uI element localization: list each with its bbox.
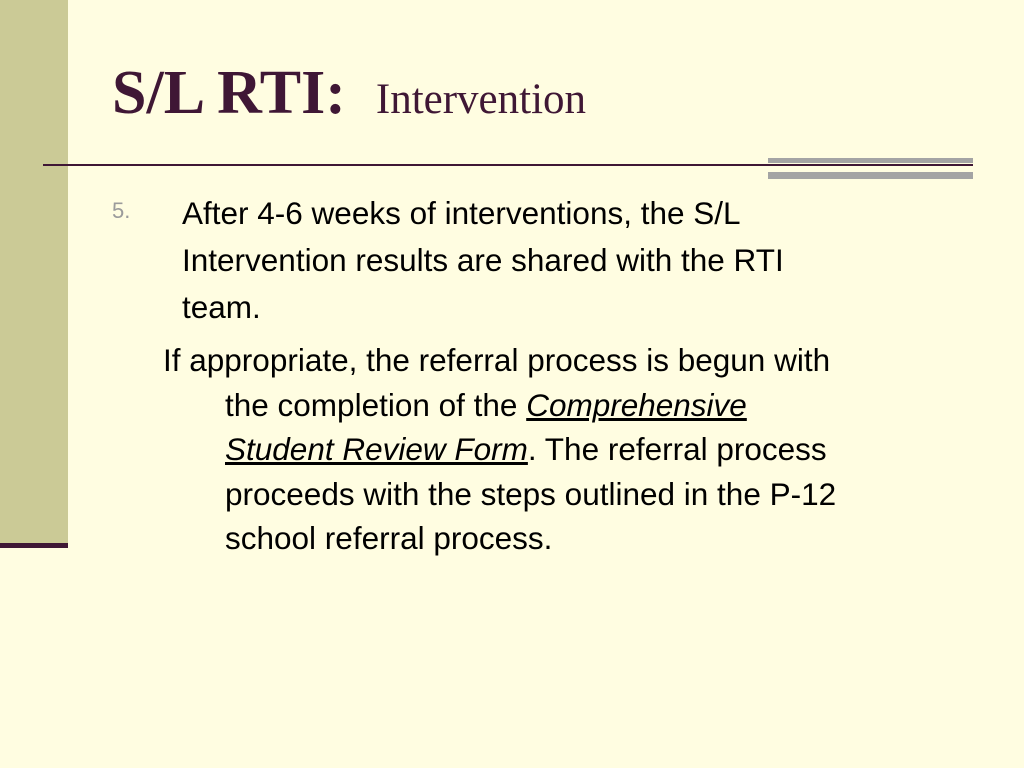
sub-paragraph-text: . The referral process (527, 431, 827, 467)
list-item-number: 5. (112, 198, 131, 223)
sub-paragraph-text: the completion of the (225, 386, 527, 423)
divider-accent-bar-top (768, 158, 973, 163)
list-item-line: After 4-6 weeks of interventions, the S/L (182, 195, 741, 231)
list-item-line: team. (182, 289, 261, 325)
form-link-text[interactable]: Comprehensive (526, 386, 747, 423)
sub-paragraph-line: school referral process. (225, 520, 553, 556)
title-subtitle: Intervention (375, 76, 587, 123)
list-item-line: Intervention results are shared with the RTI (182, 242, 784, 278)
form-link-text[interactable]: Student Review Form (225, 431, 528, 467)
title-main: S/L RTI: (112, 59, 346, 127)
sub-paragraph-line (163, 383, 963, 428)
sub-paragraph-line: proceeds with the steps outlined in the P-12 (225, 475, 837, 512)
slide-title (112, 59, 587, 127)
sub-paragraph (163, 338, 963, 561)
sub-paragraph-line: If appropriate, the referral process is begun with (163, 342, 831, 378)
title-divider-line (43, 164, 973, 166)
list-item-text (182, 190, 982, 331)
left-decorative-band (0, 0, 68, 546)
sub-paragraph-line (163, 427, 963, 472)
left-band-accent-line (0, 543, 68, 548)
divider-accent-bar-bottom (768, 172, 973, 179)
